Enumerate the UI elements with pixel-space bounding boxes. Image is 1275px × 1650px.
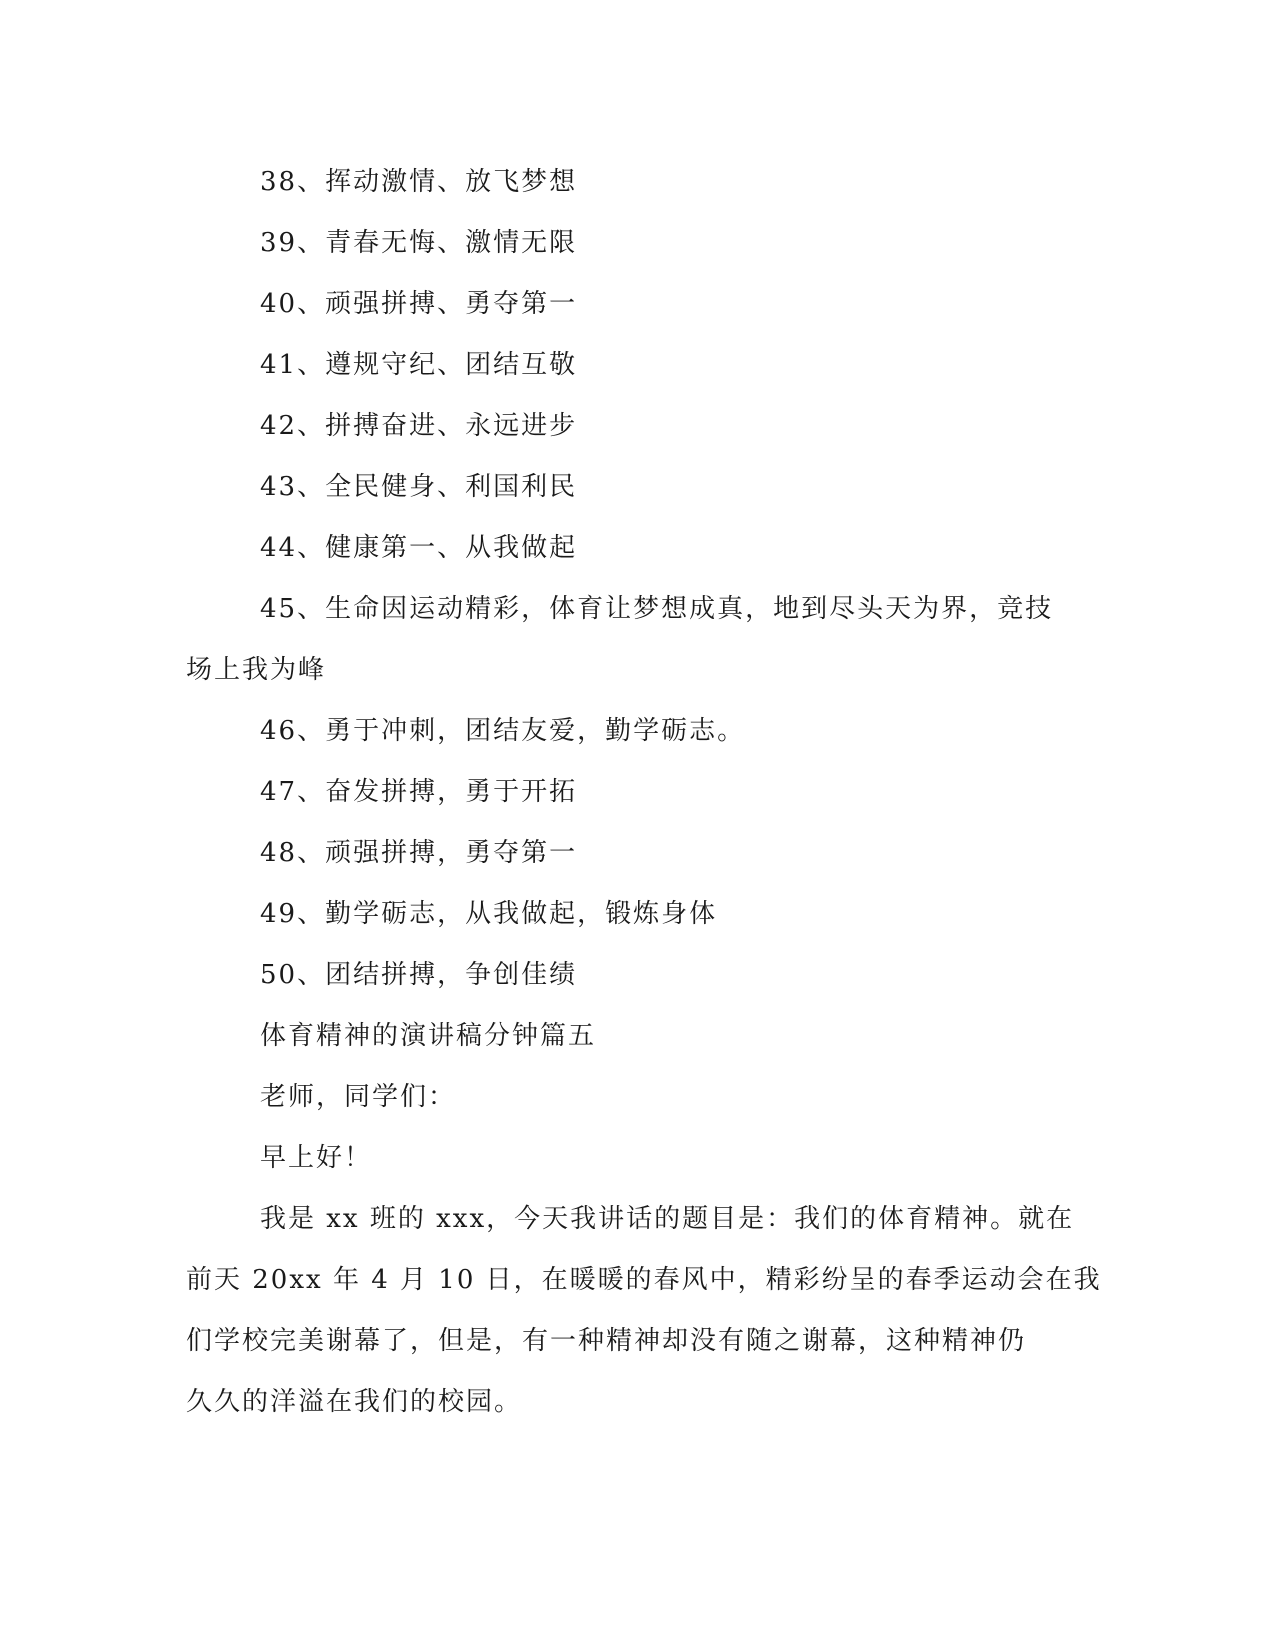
list-item: 47、奋发拼搏，勇于开拓 (260, 777, 578, 807)
morning-greeting: 早上好！ (260, 1143, 373, 1173)
speech-paragraph (186, 1199, 1102, 1443)
speech-line: 久久的洋溢在我们的校园。 (186, 1387, 523, 1417)
list-item: 41、遵规守纪、团结互敬 (260, 350, 578, 380)
list-item: 39、青春无悔、激情无限 (260, 228, 578, 258)
list-item-45-line1: 45、生命因运动精彩，体育让梦想成真，地到尽头天为界，竞技 (260, 594, 1054, 624)
speech-line: 前天 20xx 年 4 月 10 日，在暖暖的春风中，精彩纷呈的春季运动会在我 (186, 1265, 1102, 1295)
list-item: 40、顽强拼搏、勇夺第一 (260, 289, 578, 319)
list-item: 38、挥动激情、放飞梦想 (260, 167, 578, 197)
speech-line: 们学校完美谢幕了，但是，有一种精神却没有随之谢幕，这种精神仍 (186, 1326, 1027, 1356)
greeting: 老师，同学们： (260, 1082, 457, 1112)
list-item: 43、全民健身、利国利民 (260, 472, 578, 502)
list-item-45-line2: 场上我为峰 (186, 655, 327, 685)
list-item: 42、拼搏奋进、永远进步 (260, 411, 578, 441)
list-item: 44、健康第一、从我做起 (260, 533, 578, 563)
speech-line: 我是 xx 班的 xxx，今天我讲话的题目是：我们的体育精神。就在 (260, 1204, 1075, 1234)
list-item: 49、勤学砺志，从我做起，锻炼身体 (260, 899, 718, 929)
section-title: 体育精神的演讲稿分钟篇五 (260, 1021, 597, 1051)
list-item: 50、团结拼搏，争创佳绩 (260, 960, 578, 990)
list-item: 46、勇于冲刺，团结友爱，勤学砺志。 (260, 716, 746, 746)
document-body (186, 162, 1102, 1443)
list-item: 48、顽强拼搏，勇夺第一 (260, 838, 578, 868)
